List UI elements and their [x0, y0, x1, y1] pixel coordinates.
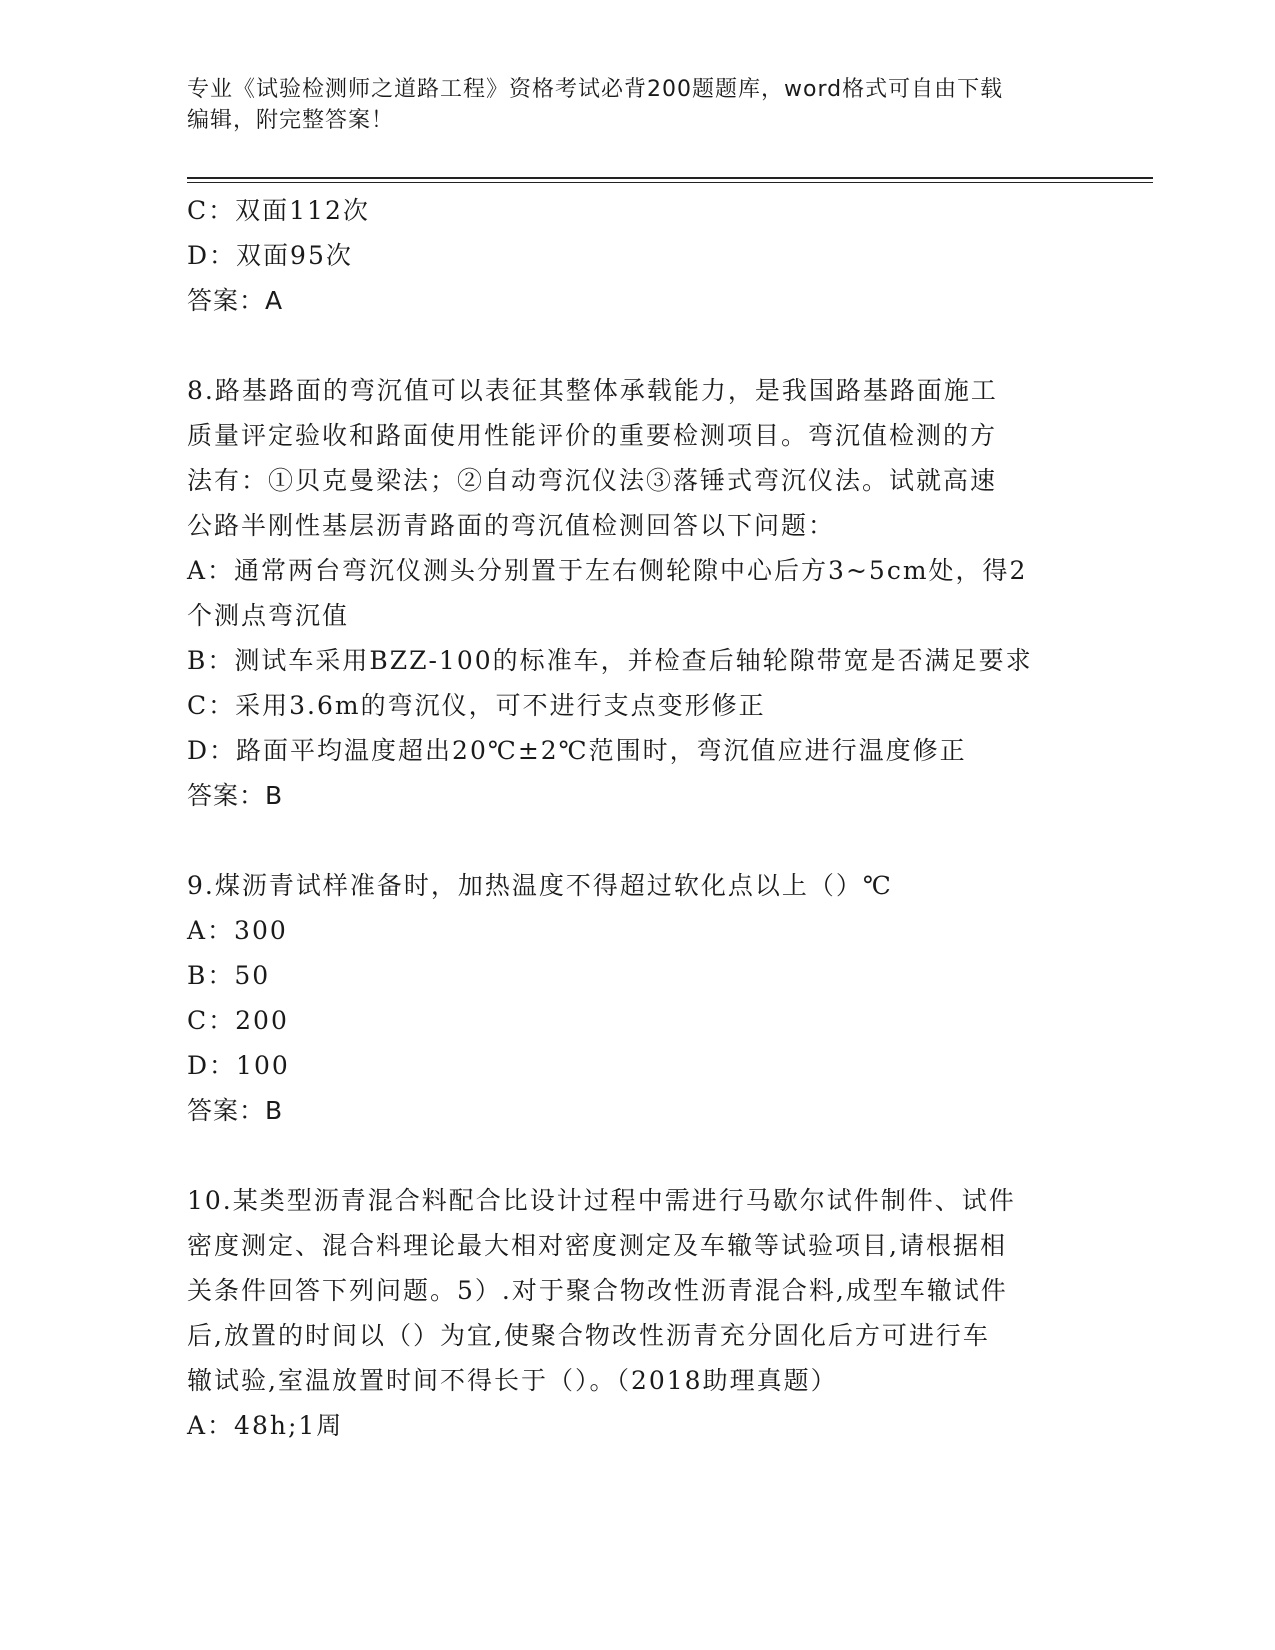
question-9: [187, 863, 1087, 1133]
option-b: B：测试车采用BZZ-100的标准车，并检查后轴轮隙带宽是否满足要求: [187, 646, 1033, 675]
question-10: [187, 1178, 1087, 1448]
option-d: D：双面95次: [187, 241, 353, 270]
option-d: D：100: [187, 1051, 290, 1080]
header-rule-thin: [187, 182, 1153, 183]
option-c: C：双面112次: [187, 196, 370, 225]
question-stem-line: 密度测定、混合料理论最大相对密度测定及车辙等试验项目,请根据相: [187, 1231, 1007, 1260]
document-header: [187, 74, 1087, 136]
answer: 答案：A: [187, 286, 284, 315]
answer: 答案：B: [187, 781, 284, 810]
header-rule-thick: [187, 177, 1153, 179]
spacer: [187, 1133, 1087, 1178]
question-stem-line: 关条件回答下列问题。5）.对于聚合物改性沥青混合料,成型车辙试件: [187, 1276, 1008, 1305]
question-8: [187, 368, 1087, 818]
option-c: C：200: [187, 1006, 289, 1035]
option-d: D：路面平均温度超出20℃±2℃范围时，弯沉值应进行温度修正: [187, 736, 967, 765]
question-stem-line: 8.路基路面的弯沉值可以表征其整体承载能力，是我国路基路面施工: [187, 376, 998, 405]
option-a: A：300: [187, 916, 288, 945]
question-stem-line: 法有：①贝克曼梁法；②自动弯沉仪法③落锤式弯沉仪法。试就高速: [187, 466, 998, 495]
spacer: [187, 818, 1087, 863]
question-stem-line: 辙试验,室温放置时间不得长于（）。（2018助理真题）: [187, 1366, 838, 1395]
header-line-2: 编辑，附完整答案！: [187, 108, 395, 133]
option-a-continued: 个测点弯沉值: [187, 601, 350, 630]
option-c: C：采用3.6m的弯沉仪，可不进行支点变形修正: [187, 691, 766, 720]
answer: 答案：B: [187, 1096, 284, 1125]
option-b: B：50: [187, 961, 271, 990]
header-line-1: 专业《试验检测师之道路工程》资格考试必背200题题库，word格式可自由下载: [187, 77, 1004, 102]
question-stem: 9.煤沥青试样准备时，加热温度不得超过软化点以上（）℃: [187, 871, 893, 900]
question-stem-line: 公路半刚性基层沥青路面的弯沉值检测回答以下问题：: [187, 511, 836, 540]
question-stem-line: 质量评定验收和路面使用性能评价的重要检测项目。弯沉值检测的方: [187, 421, 998, 450]
question-stem-line: 10.某类型沥青混合料配合比设计过程中需进行马歇尔试件制件、试件: [187, 1186, 1016, 1215]
option-a: A：通常两台弯沉仪测头分别置于左右侧轮隙中心后方3~5cm处，得2: [187, 556, 1028, 585]
question-list: [187, 188, 1087, 1448]
option-a: A：48h;1周: [187, 1411, 344, 1440]
spacer: [187, 323, 1087, 368]
prev-question: [187, 188, 1087, 323]
question-stem-line: 后,放置的时间以（）为宜,使聚合物改性沥青充分固化后方可进行车: [187, 1321, 990, 1350]
